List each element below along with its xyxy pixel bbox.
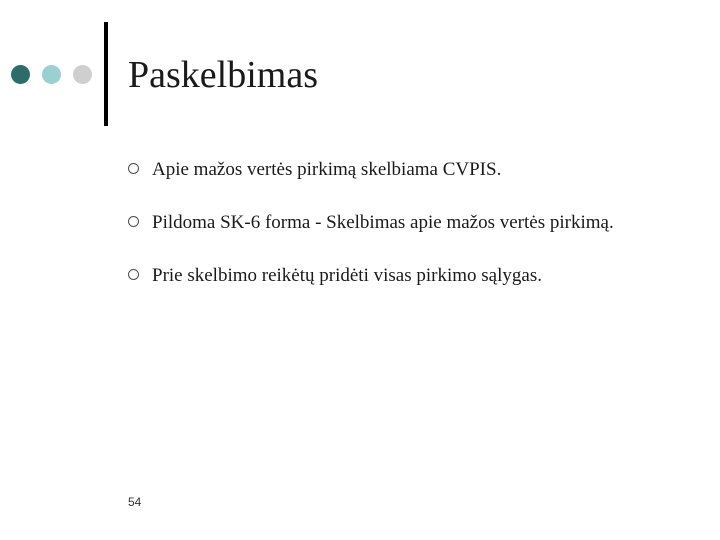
decorative-dot-dark (11, 65, 30, 84)
bullet-text: Pildoma SK-6 forma - Skelbimas apie mažos vertės pirkimą. (152, 212, 614, 233)
bullet-item (128, 150, 698, 203)
page-number: 54 (128, 495, 142, 509)
decorative-dot-light (42, 65, 61, 84)
bullet-list (128, 150, 698, 309)
bullet-text: Prie skelbimo reikėtų pridėti visas pirkimo sąlygas. (152, 265, 542, 286)
bullet-item (128, 256, 698, 309)
title-divider-bar (104, 22, 108, 126)
bullet-circle-icon (128, 163, 139, 174)
decorative-dot-gray (73, 65, 92, 84)
bullet-circle-icon (128, 216, 139, 227)
bullet-item (128, 203, 698, 256)
bullet-text: Apie mažos vertės pirkimą skelbiama CVPIS. (152, 159, 502, 180)
slide-title: Paskelbimas (128, 54, 318, 96)
bullet-circle-icon (128, 269, 139, 280)
